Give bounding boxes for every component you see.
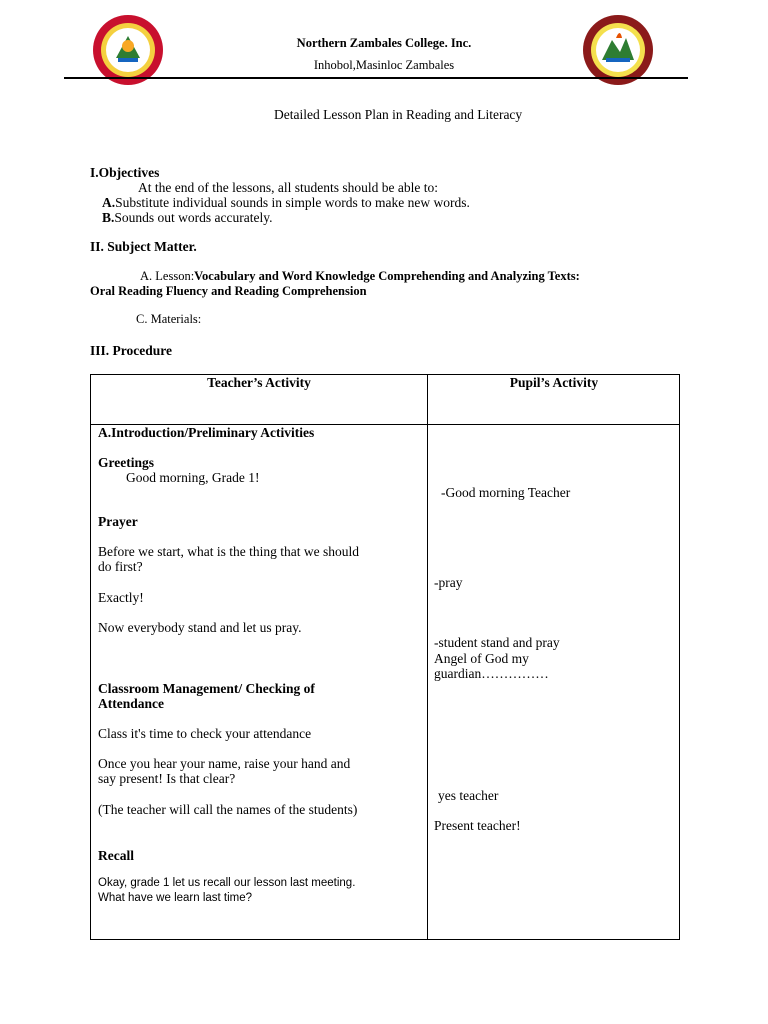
greetings-text: Good morning, Grade 1!: [126, 470, 260, 485]
pupil-present: Present teacher!: [434, 818, 521, 833]
pupil-greeting: -Good morning Teacher: [441, 485, 571, 500]
header-rule: [64, 77, 688, 79]
procedure-heading: III. Procedure: [90, 343, 172, 358]
teacher-activity-cell: [91, 425, 428, 940]
procedure-table: [90, 374, 680, 940]
subject-heading: II. Subject Matter.: [90, 239, 197, 254]
prayer-heading: Prayer: [98, 514, 138, 529]
lesson-line-2: Oral Reading Fluency and Reading Comprehension: [90, 284, 367, 298]
attendance-instruction-2: say present! Is that clear?: [98, 771, 236, 786]
objective-a: A.Substitute individual sounds in simple words to make new words.: [102, 195, 470, 210]
objectives-intro: At the end of the lessons, all students should be able to:: [138, 180, 438, 195]
attendance-text: Class it's time to check your attendance: [98, 726, 312, 741]
pupil-column-header: Pupil’s Activity: [428, 375, 680, 425]
pupil-stand-1: -student stand and pray: [434, 635, 560, 650]
pupil-stand-3: guardian……………: [434, 666, 549, 681]
pupil-stand-2: Angel of God my: [434, 651, 529, 666]
lesson-line-1: A. Lesson:Vocabulary and Word Knowledge Comprehending and Analyzing Texts:: [140, 269, 580, 283]
objective-b: B.Sounds out words accurately.: [102, 210, 273, 225]
pupil-yes: yes teacher: [438, 788, 499, 803]
college-address: Inhobol,Masinloc Zambales: [313, 58, 455, 72]
classroom-mgmt-heading-1: Classroom Management/ Checking of: [98, 681, 315, 696]
recall-text-1: Okay, grade 1 let us recall our lesson last meeting.: [98, 877, 356, 889]
greetings-heading: Greetings: [98, 455, 154, 470]
stand-text: Now everybody stand and let us pray.: [98, 620, 302, 635]
attendance-instruction-1: Once you hear your name, raise your hand and: [98, 756, 351, 771]
pupil-pray: -pray: [434, 575, 463, 590]
materials-label: C. Materials:: [136, 312, 202, 326]
college-name: Northern Zambales College. Inc.: [296, 36, 472, 50]
document-title: Detailed Lesson Plan in Reading and Literacy: [274, 107, 523, 122]
pupil-activity-cell: [428, 425, 680, 940]
prayer-question-2: do first?: [98, 559, 143, 574]
intro-heading: A.Introduction/Preliminary Activities: [98, 425, 315, 440]
prayer-question-1: Before we start, what is the thing that we should: [98, 544, 359, 559]
exactly-text: Exactly!: [98, 590, 144, 605]
recall-heading: Recall: [98, 848, 134, 863]
call-names-text: (The teacher will call the names of the students): [98, 802, 358, 817]
recall-text-2: What have we learn last time?: [98, 892, 253, 904]
objectives-heading: I.Objectives: [90, 165, 160, 180]
teacher-column-header: Teacher’s Activity: [91, 375, 428, 425]
classroom-mgmt-heading-2: Attendance: [98, 696, 164, 711]
